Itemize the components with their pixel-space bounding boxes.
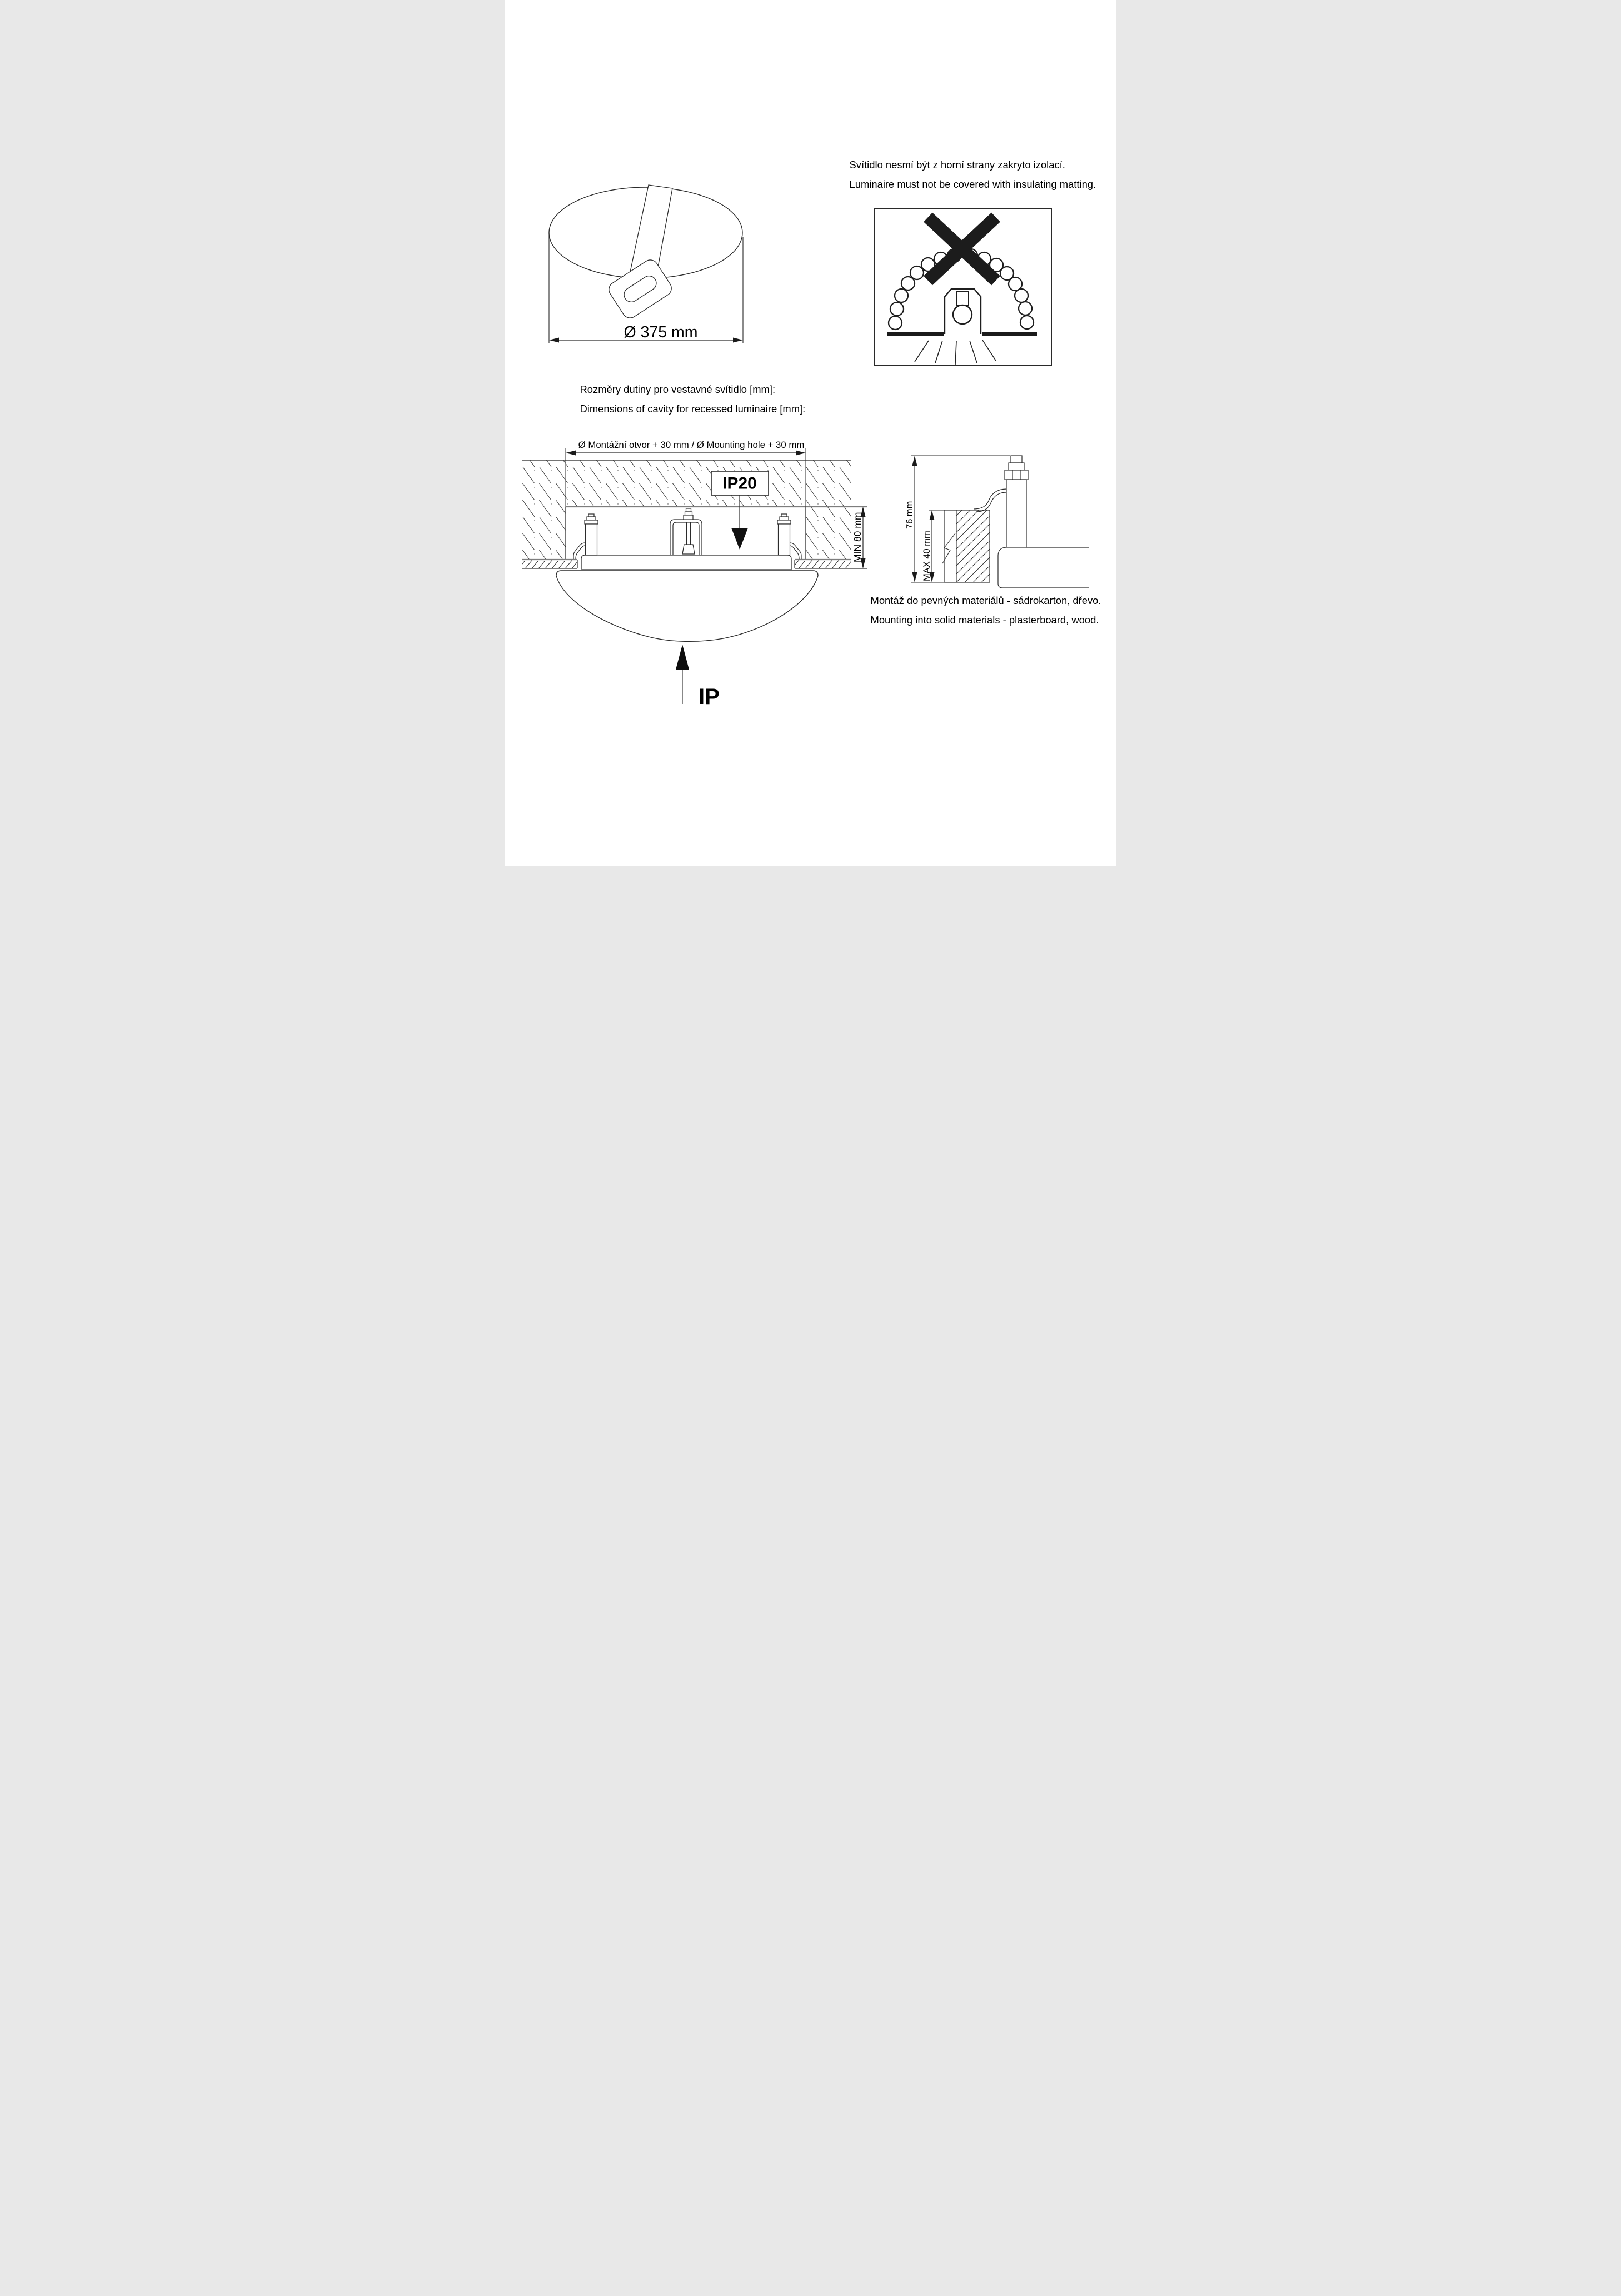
total-height-label: 76 mm xyxy=(904,501,915,529)
ip20-label: IP20 xyxy=(722,474,757,493)
detail-base-profile xyxy=(998,547,1089,588)
insulation-warning-en: Luminaire must not be covered with insulating matting. xyxy=(849,178,1096,190)
insulation-warning-cs: Svítidlo nesmí být z horní strany zakryto izolací. xyxy=(849,159,1065,171)
mounting-note-en: Mounting into solid materials - plasterboard, wood. xyxy=(870,614,1099,626)
pictogram-border xyxy=(875,209,1051,365)
cavity-heading-cs: Rozměry dutiny pro vestavné svítidlo [mm]: xyxy=(580,383,776,395)
luminaire-top-view-drawing xyxy=(549,185,743,343)
mounting-detail-drawing xyxy=(911,456,1089,588)
cavity-cross-section xyxy=(522,448,867,704)
ceiling-band-left xyxy=(522,560,577,568)
mounting-note-cs: Montáž do pevných materiálů - sádrokarton, dřevo. xyxy=(870,595,1101,606)
min-depth-label: MIN 80 mm xyxy=(851,512,863,562)
diameter-dimension-label: Ø 375 mm xyxy=(623,323,698,341)
ceiling-band-right xyxy=(795,560,851,568)
lamp-holder xyxy=(957,291,969,305)
strap-bracket xyxy=(606,257,674,321)
recessed-lamp-symbol xyxy=(945,289,981,334)
spring-clip-right xyxy=(790,543,801,559)
glass-dome xyxy=(556,571,818,641)
mounting-hole-dimension xyxy=(566,451,806,456)
technical-drawing-canvas xyxy=(505,0,1116,866)
ip-up-arrow xyxy=(676,645,689,670)
lamp-bulb xyxy=(953,305,972,324)
ip20-down-arrow xyxy=(731,528,748,550)
max-thickness-label: MAX 40 mm xyxy=(921,531,932,581)
insulation-pictogram xyxy=(875,209,1051,365)
luminaire-base-plate xyxy=(581,555,791,570)
installation-instruction-sheet xyxy=(505,0,1116,866)
center-stud-bracket xyxy=(670,508,702,555)
mounting-hole-dimension-label: Ø Montážní otvor + 30 mm / Ø Mounting hole + 30 mm xyxy=(578,440,804,450)
ip-label: IP xyxy=(698,685,720,709)
cavity-heading-en: Dimensions of cavity for recessed luminaire [mm]: xyxy=(580,403,806,415)
mounting-post-right xyxy=(777,514,791,555)
ip-indicator xyxy=(676,645,689,704)
detail-spring-clip xyxy=(974,489,1006,512)
mounting-post-left xyxy=(585,514,598,555)
mounting-board xyxy=(942,510,990,582)
detail-stud xyxy=(1005,456,1028,547)
